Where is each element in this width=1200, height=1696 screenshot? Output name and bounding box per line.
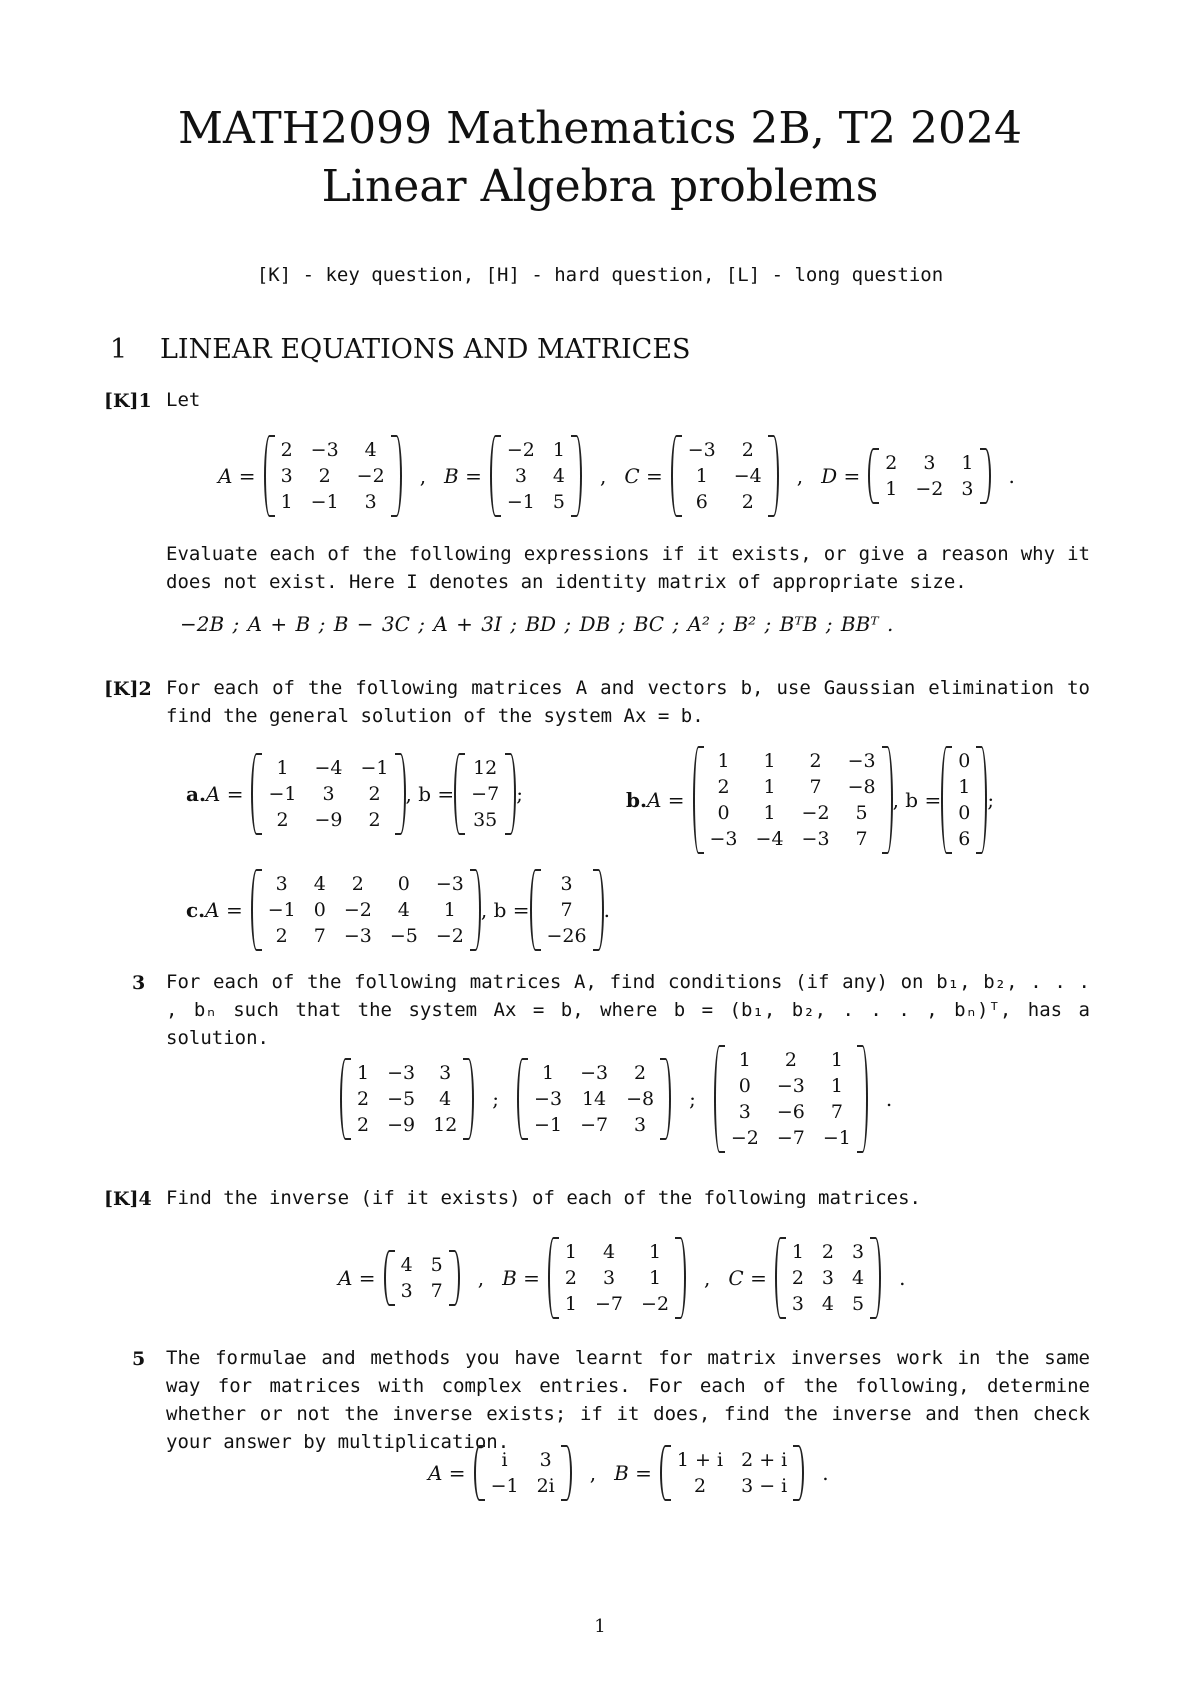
matrix-entry: 14 [581, 1088, 607, 1110]
matrix-entry: 0 [958, 802, 971, 824]
matrix-entry: 1 [885, 478, 898, 500]
matrix-entry: 1 [552, 439, 565, 461]
matrix-2 [490, 435, 582, 517]
matrix-entry: 0 [717, 802, 730, 824]
matrix-entry: 5 [855, 802, 868, 824]
matrix-entry: 1 [717, 750, 730, 772]
separator: ; [689, 1087, 696, 1111]
matrix-entry: 1 [763, 750, 776, 772]
right-parenthesis [857, 1045, 868, 1153]
matrix-entry: 3 [923, 452, 936, 474]
left-parenthesis [490, 435, 501, 517]
matrix-entry: −1 [310, 491, 339, 513]
left-parenthesis [530, 869, 541, 951]
matrix-entries [704, 746, 882, 854]
matrix-entry: 1 [763, 776, 776, 798]
left-parenthesis [868, 448, 879, 504]
matrix-entries [682, 435, 768, 517]
left-parenthesis [474, 1445, 485, 1501]
matrix-entry: 12 [473, 757, 498, 779]
matrix-entry: 2 [368, 783, 381, 805]
matrix-2 [548, 1237, 686, 1319]
question-4-label: [K]4 [104, 1188, 152, 1210]
question-legend: [K] - key question, [H] - hard question, [L] - long question [256, 264, 944, 286]
matrix-entries [879, 448, 979, 504]
matrix-entry: 6 [695, 491, 708, 513]
matrix-entry: i [501, 1449, 508, 1471]
matrix-entry: −1 [267, 899, 296, 921]
matrix-name: A = [338, 1266, 376, 1290]
matrix-2 [517, 1058, 671, 1140]
matrix-entry: 2 [634, 1062, 647, 1084]
matrix-entry: 0 [313, 899, 326, 921]
matrix-1 [384, 1250, 460, 1306]
matrix-name: A = [205, 898, 243, 922]
question-2-text: For each of the following matrices A and vectors b, use Gaussian elimination to find the general solution of the system Ax = b. [166, 677, 1090, 727]
matrix-entry: −2 [356, 465, 385, 487]
matrix-entry: 2 [717, 776, 730, 798]
matrix-entry: 3 [364, 491, 377, 513]
matrix-entries [671, 1445, 793, 1501]
coefficient-matrix [251, 869, 481, 951]
matrix-entries [395, 1250, 449, 1306]
left-parenthesis [264, 435, 275, 517]
matrix-entry: −4 [733, 465, 762, 487]
matrix-entry: 2 [741, 491, 754, 513]
separator: . [885, 1087, 893, 1111]
matrix-entry: −2 [506, 439, 535, 461]
right-parenthesis [391, 435, 402, 517]
matrix-entry: −8 [847, 776, 876, 798]
right-parenthesis [395, 753, 406, 835]
matrix-name: B = [614, 1461, 652, 1485]
question-5-text: The formulae and methods you have learnt for matrix inverses work in the same way for matrices with complex entries. For each of the following, determine whether or not the inverse exists; if it does, find the inverse and then check your answer by multiplication. [166, 1347, 1090, 1453]
matrix-entry: −3 [801, 828, 830, 850]
matrix-1 [340, 1058, 474, 1140]
matrix-entry: 1 [648, 1267, 662, 1289]
question-3-matrices [340, 1040, 910, 1158]
right-parenthesis [449, 1250, 460, 1306]
matrix-entry: −6 [776, 1101, 805, 1123]
right-parenthesis [870, 1237, 881, 1319]
matrix-entry: 1 [830, 1049, 843, 1071]
matrix-entry: 2 [368, 809, 381, 831]
left-parenthesis [517, 1058, 528, 1140]
matrix-entry: 4 [602, 1241, 616, 1263]
question-3-label: 3 [132, 972, 146, 994]
matrix-entry: 2 [357, 1114, 370, 1136]
matrix-entry: 4 [852, 1267, 865, 1289]
matrix-entry: 3 [634, 1114, 647, 1136]
matrix-entry: −3 [709, 828, 738, 850]
matrix-entry: 2 [791, 1267, 804, 1289]
matrix-entry: −2 [641, 1293, 670, 1315]
matrix-entry: 1 [443, 899, 456, 921]
matrix-entry: 2 [318, 465, 331, 487]
matrix-entry: 2 [564, 1267, 578, 1289]
matrix-entry: −9 [387, 1114, 416, 1136]
matrix-entry: 3 [791, 1293, 804, 1315]
matrix-1 [474, 1445, 572, 1501]
left-parenthesis [454, 753, 465, 835]
matrix-entry: −2 [801, 802, 830, 824]
separator: , b = [405, 782, 455, 806]
matrix-entry: −7 [471, 783, 500, 805]
terminator: ; [987, 788, 995, 812]
part-tag: c. [186, 898, 206, 922]
matrix-entry: −4 [755, 828, 784, 850]
matrix-entries [559, 1237, 675, 1319]
matrix-entries [952, 746, 976, 854]
question-4-text: Find the inverse (if it exists) of each of the following matrices. [166, 1187, 921, 1209]
matrix-1 [264, 435, 402, 517]
right-parenthesis [593, 869, 604, 951]
matrix-entries [786, 1237, 870, 1319]
right-parenthesis [882, 746, 893, 854]
matrix-entry: 1 [695, 465, 708, 487]
matrix-entry: 2 [351, 873, 364, 895]
matrix-3 [714, 1045, 868, 1153]
matrix-entry: 5 [852, 1293, 865, 1315]
matrix-entries [275, 435, 391, 517]
question-3-text: For each of the following matrices A, find conditions (if any) on b₁, b₂, . . . , bₙ such that the system Ax = b, where b = (b₁, b₂, . . . , bₙ)ᵀ, has a solution. [166, 971, 1090, 1049]
matrix-entry: 7 [313, 925, 326, 947]
matrix-entry: 3 [539, 1449, 552, 1471]
matrix-entry: −7 [776, 1127, 805, 1149]
matrix-entry: 3 [821, 1267, 835, 1289]
rhs-vector [454, 753, 516, 835]
matrix-entry: −7 [580, 1114, 609, 1136]
matrix-name: A = [428, 1461, 466, 1485]
matrix-entry: 4 [400, 1254, 413, 1276]
matrix-entry: −1 [506, 491, 535, 513]
matrix-entry: −26 [546, 925, 587, 947]
matrix-entry: −3 [387, 1062, 416, 1084]
matrix-3 [775, 1237, 881, 1319]
matrix-entry: 1 [542, 1062, 555, 1084]
left-parenthesis [384, 1250, 395, 1306]
terminator: . [603, 898, 610, 922]
matrix-entry: −3 [534, 1088, 563, 1110]
question-4-matrices [338, 1232, 923, 1324]
matrix-entry: −3 [580, 1062, 609, 1084]
right-parenthesis [505, 753, 516, 835]
matrix-entry: 4 [364, 439, 377, 461]
section-heading [110, 334, 691, 365]
left-parenthesis [660, 1445, 671, 1501]
matrix-entry: 6 [958, 828, 971, 850]
matrix-entry: 12 [433, 1114, 458, 1136]
matrix-entry: 3 [400, 1280, 413, 1302]
matrix-entry: 2 [809, 750, 822, 772]
left-parenthesis [251, 869, 262, 951]
matrix-entries [541, 869, 593, 951]
matrix-entries [351, 1058, 463, 1140]
matrix-entry: 3 [852, 1241, 865, 1263]
matrix-entry: 4 [821, 1293, 835, 1315]
matrix-entry: −1 [268, 783, 297, 805]
right-parenthesis [571, 435, 582, 517]
rhs-vector [530, 869, 604, 951]
matrix-entry: 35 [473, 809, 498, 831]
coefficient-matrix [693, 746, 893, 854]
matrix-entry: −3 [343, 925, 372, 947]
section-number: 1 [110, 334, 128, 365]
separator: , [796, 464, 804, 488]
separator: . [1008, 464, 1015, 488]
left-parenthesis [714, 1045, 725, 1153]
matrix-entry: −7 [595, 1293, 624, 1315]
matrix-entry: 2 [280, 439, 293, 461]
matrix-entry: 7 [855, 828, 868, 850]
question-1-intro: Let [166, 389, 201, 411]
question-1-expressions: −2B ; A + B ; B − 3C ; A + 3I ; BD ; DB ; BC ; A² ; B² ; BᵀB ; BBᵀ . [180, 612, 894, 636]
matrix-entry: 7 [809, 776, 822, 798]
matrix-entry: −3 [847, 750, 876, 772]
matrix-entries [262, 869, 470, 951]
matrix-entries [465, 753, 505, 835]
matrix-entry: −1 [360, 757, 389, 779]
matrix-entry: 1 [791, 1241, 804, 1263]
separator: , b = [892, 788, 942, 812]
matrix-entry: 1 [961, 452, 974, 474]
matrix-entry: 7 [430, 1280, 443, 1302]
question-1-matrices [218, 430, 1033, 522]
matrix-entry: −2 [435, 925, 464, 947]
matrix-entry: 0 [397, 873, 410, 895]
matrix-entry: 1 [564, 1241, 578, 1263]
matrix-entry: −3 [435, 873, 464, 895]
matrix-entry: −1 [490, 1475, 519, 1497]
separator: , [419, 464, 427, 488]
right-parenthesis [675, 1237, 686, 1319]
left-parenthesis [941, 746, 952, 854]
right-parenthesis [980, 448, 991, 504]
matrix-entry: 0 [738, 1075, 751, 1097]
matrix-entry: −9 [314, 809, 343, 831]
matrix-entry: 2 [276, 809, 289, 831]
page-number: 1 [594, 1616, 606, 1637]
matrix-entry: 2 [741, 439, 754, 461]
part-tag: a. [186, 782, 206, 806]
matrix-entry: 2 [784, 1049, 797, 1071]
matrix-entry: 3 [514, 465, 527, 487]
matrix-entry: −8 [626, 1088, 655, 1110]
question-1-label: [K]1 [104, 390, 152, 412]
matrix-entry: 3 [738, 1101, 751, 1123]
separator: , [477, 1266, 485, 1290]
right-parenthesis [463, 1058, 474, 1140]
matrix-entry: 3 [560, 873, 573, 895]
matrix-entry: 4 [552, 465, 565, 487]
matrix-entry: 0 [958, 750, 971, 772]
matrix-name: D = [821, 464, 861, 488]
matrix-entry: 1 [763, 802, 776, 824]
matrix-name: C = [624, 464, 663, 488]
matrix-name: A = [218, 464, 256, 488]
question-2-part-c [186, 864, 610, 956]
separator: , b = [480, 898, 530, 922]
matrix-entry: 7 [560, 899, 573, 921]
section-title: LINEAR EQUATIONS AND MATRICES [160, 334, 691, 365]
matrix-name: C = [728, 1266, 767, 1290]
matrix-entry: 3 − i [741, 1475, 788, 1497]
matrix-name: A = [646, 788, 685, 812]
matrix-name: A = [205, 782, 244, 806]
right-parenthesis [768, 435, 779, 517]
matrix-entry: 1 [738, 1049, 751, 1071]
question-2-label: [K]2 [104, 678, 152, 700]
separator: ; [492, 1087, 500, 1111]
right-parenthesis [470, 869, 481, 951]
question-2-part-a [186, 748, 523, 840]
left-parenthesis [548, 1237, 559, 1319]
matrix-entry: −5 [389, 925, 418, 947]
matrix-entry: 1 [958, 776, 971, 798]
separator: . [822, 1461, 829, 1485]
matrix-entry: 5 [552, 491, 565, 513]
separator: , [589, 1461, 597, 1485]
matrix-entry: 4 [439, 1088, 452, 1110]
question-2-part-b [626, 740, 994, 860]
matrix-entry: 3 [961, 478, 974, 500]
matrix-entry: 2 + i [741, 1449, 788, 1471]
matrix-entries [528, 1058, 660, 1140]
matrix-entry: 3 [280, 465, 293, 487]
matrix-entries [262, 753, 394, 835]
matrix-name: B = [502, 1266, 540, 1290]
matrix-entry: 1 + i [676, 1449, 724, 1471]
left-parenthesis [251, 753, 262, 835]
matrix-entry: 1 [648, 1241, 662, 1263]
right-parenthesis [561, 1445, 572, 1501]
matrix-entry: 2 [275, 925, 288, 947]
matrix-entry: 3 [275, 873, 288, 895]
matrix-entry: 1 [276, 757, 289, 779]
matrix-entry: −5 [387, 1088, 416, 1110]
separator: , [599, 464, 607, 488]
matrix-entry: 2 [821, 1241, 835, 1263]
matrix-entry: −3 [776, 1075, 805, 1097]
rhs-vector [941, 746, 987, 854]
matrix-entry: 7 [830, 1101, 843, 1123]
left-parenthesis [671, 435, 682, 517]
question-5-matrices [428, 1440, 847, 1506]
matrix-entry: 4 [397, 899, 410, 921]
matrix-entry: −2 [730, 1127, 759, 1149]
matrix-entry: 2 [357, 1088, 370, 1110]
left-parenthesis [693, 746, 704, 854]
matrix-entry: −1 [534, 1114, 563, 1136]
matrix-entry: 1 [280, 491, 293, 513]
matrix-entry: 2 [885, 452, 898, 474]
part-tag: b. [626, 788, 647, 812]
matrix-entry: 2i [536, 1475, 555, 1497]
terminator: ; [516, 782, 523, 806]
matrix-entry: 2 [693, 1475, 707, 1497]
matrix-entry: 1 [830, 1075, 843, 1097]
right-parenthesis [976, 746, 987, 854]
right-parenthesis [660, 1058, 671, 1140]
matrix-entries [725, 1045, 857, 1153]
matrix-2 [660, 1445, 804, 1501]
matrix-entry: 1 [357, 1062, 370, 1084]
matrix-entry: 4 [313, 873, 326, 895]
matrix-entry: 3 [602, 1267, 616, 1289]
title-line-2: Linear Algebra problems [321, 161, 879, 212]
coefficient-matrix [251, 753, 405, 835]
matrix-entry: 3 [322, 783, 335, 805]
question-1-text: Evaluate each of the following expressions if it exists, or give a reason why it does not exist. Here I denotes an identity matrix of appropriate size. [166, 543, 1090, 593]
matrix-entry: −2 [343, 899, 372, 921]
matrix-entry: 3 [439, 1062, 452, 1084]
matrix-entry: 1 [564, 1293, 578, 1315]
matrix-entry: −1 [822, 1127, 851, 1149]
question-5-label: 5 [132, 1348, 146, 1370]
matrix-3 [671, 435, 779, 517]
left-parenthesis [340, 1058, 351, 1140]
matrix-entry: −3 [310, 439, 339, 461]
right-parenthesis [793, 1445, 804, 1501]
matrix-entry: −3 [687, 439, 716, 461]
matrix-entry: −4 [314, 757, 343, 779]
matrix-entries [485, 1445, 561, 1501]
title-line-1: MATH2099 Mathematics 2B, T2 2024 [178, 103, 1022, 154]
separator: . [899, 1266, 906, 1290]
matrix-name: B = [444, 464, 482, 488]
separator: , [704, 1266, 711, 1290]
matrix-entry: −2 [915, 478, 944, 500]
matrix-entries [501, 435, 571, 517]
matrix-4 [868, 448, 990, 504]
matrix-entry: 5 [430, 1254, 443, 1276]
left-parenthesis [775, 1237, 786, 1319]
